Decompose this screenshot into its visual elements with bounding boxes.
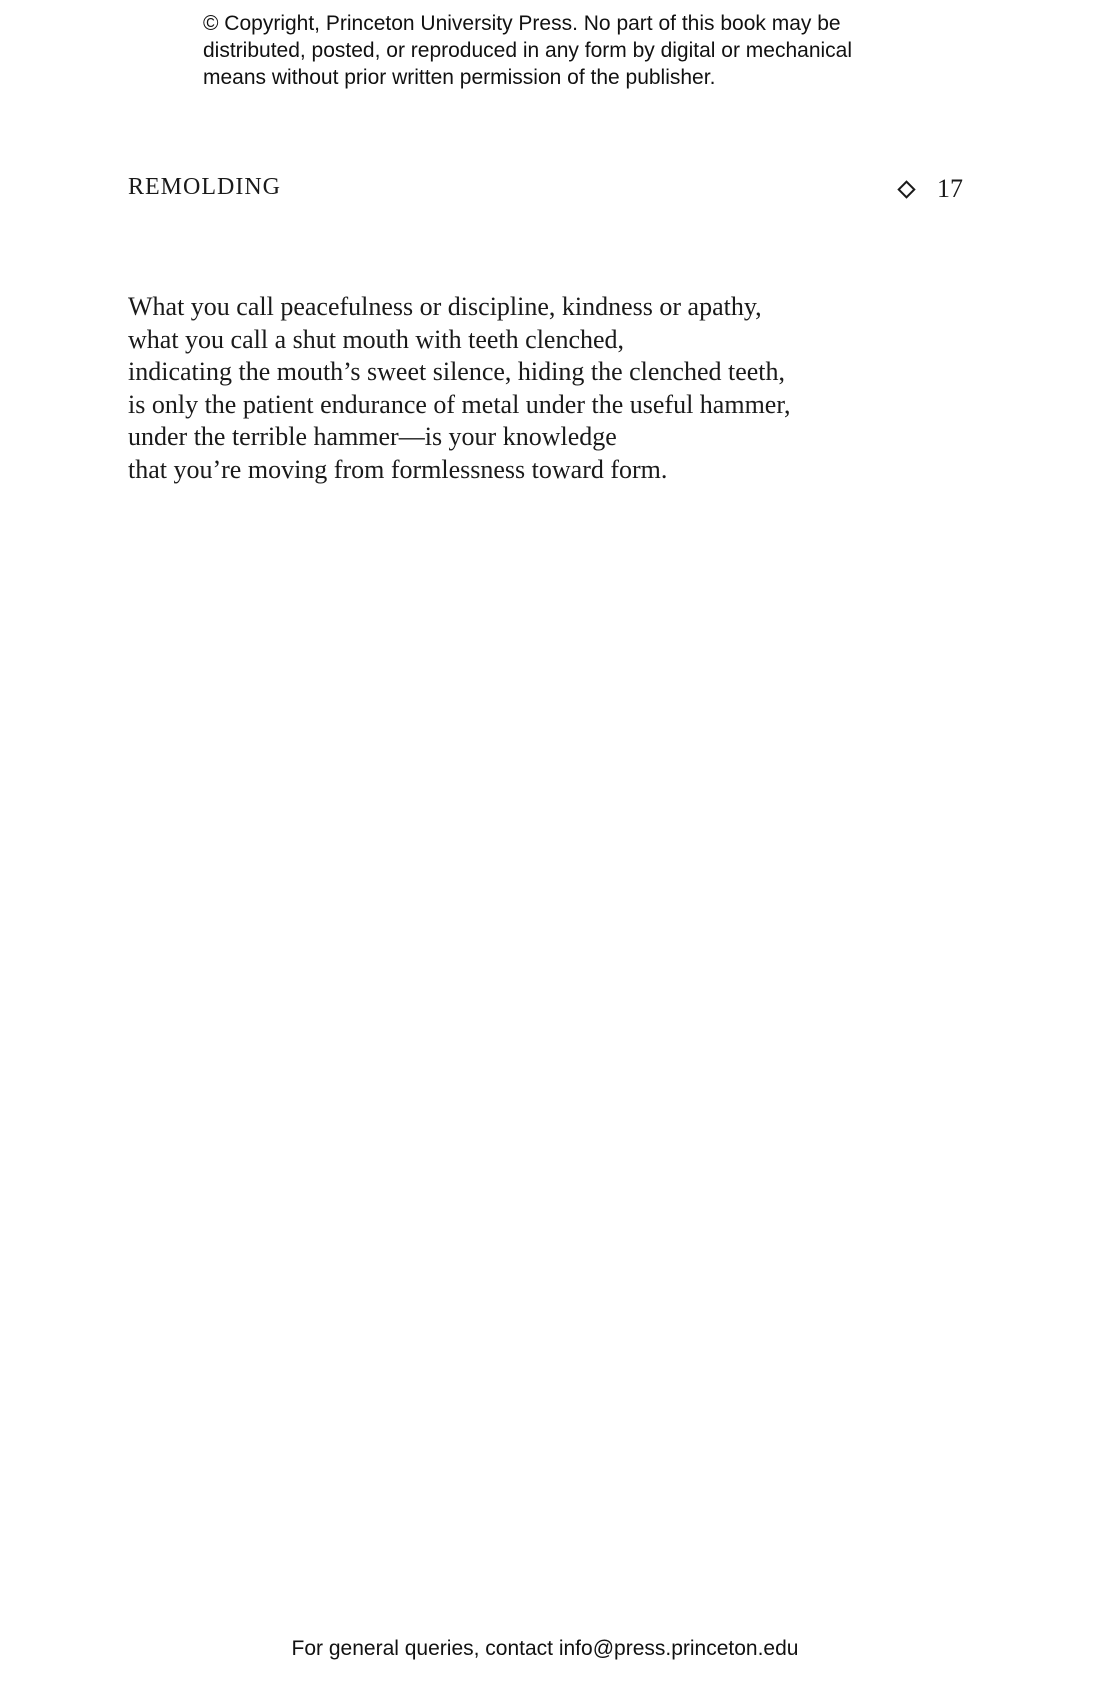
poem-body (128, 291, 790, 486)
footer-text: For general queries, contact info@press.princeton.edu (291, 1637, 799, 1660)
copyright-line: distributed, posted, or reproduced in any form by digital or mechanical (203, 39, 853, 62)
copyright-notice (203, 10, 923, 91)
copyright-line: means without prior written permission of the publisher. (203, 66, 716, 89)
footer-contact (0, 1637, 1100, 1661)
poem-line: under the terrible hammer—is your knowledge (128, 422, 617, 451)
poem-line: indicating the mouth’s sweet silence, hiding the clenched teeth, (128, 357, 786, 386)
page-number: 17 (937, 174, 963, 203)
copyright-line: © Copyright, Princeton University Press. No part of this book may be (203, 12, 841, 35)
poem-line: What you call peacefulness or discipline, kindness or apathy, (128, 292, 762, 321)
poem-line: is only the patient endurance of metal under the useful hammer, (128, 389, 791, 419)
poem-line: that you’re moving from formlessness toward form. (128, 454, 668, 484)
poem-line: what you call a shut mouth with teeth clenched, (128, 324, 625, 354)
page-marker (900, 174, 963, 204)
running-title: REMOLDING (128, 174, 281, 200)
diamond-icon (897, 180, 915, 198)
